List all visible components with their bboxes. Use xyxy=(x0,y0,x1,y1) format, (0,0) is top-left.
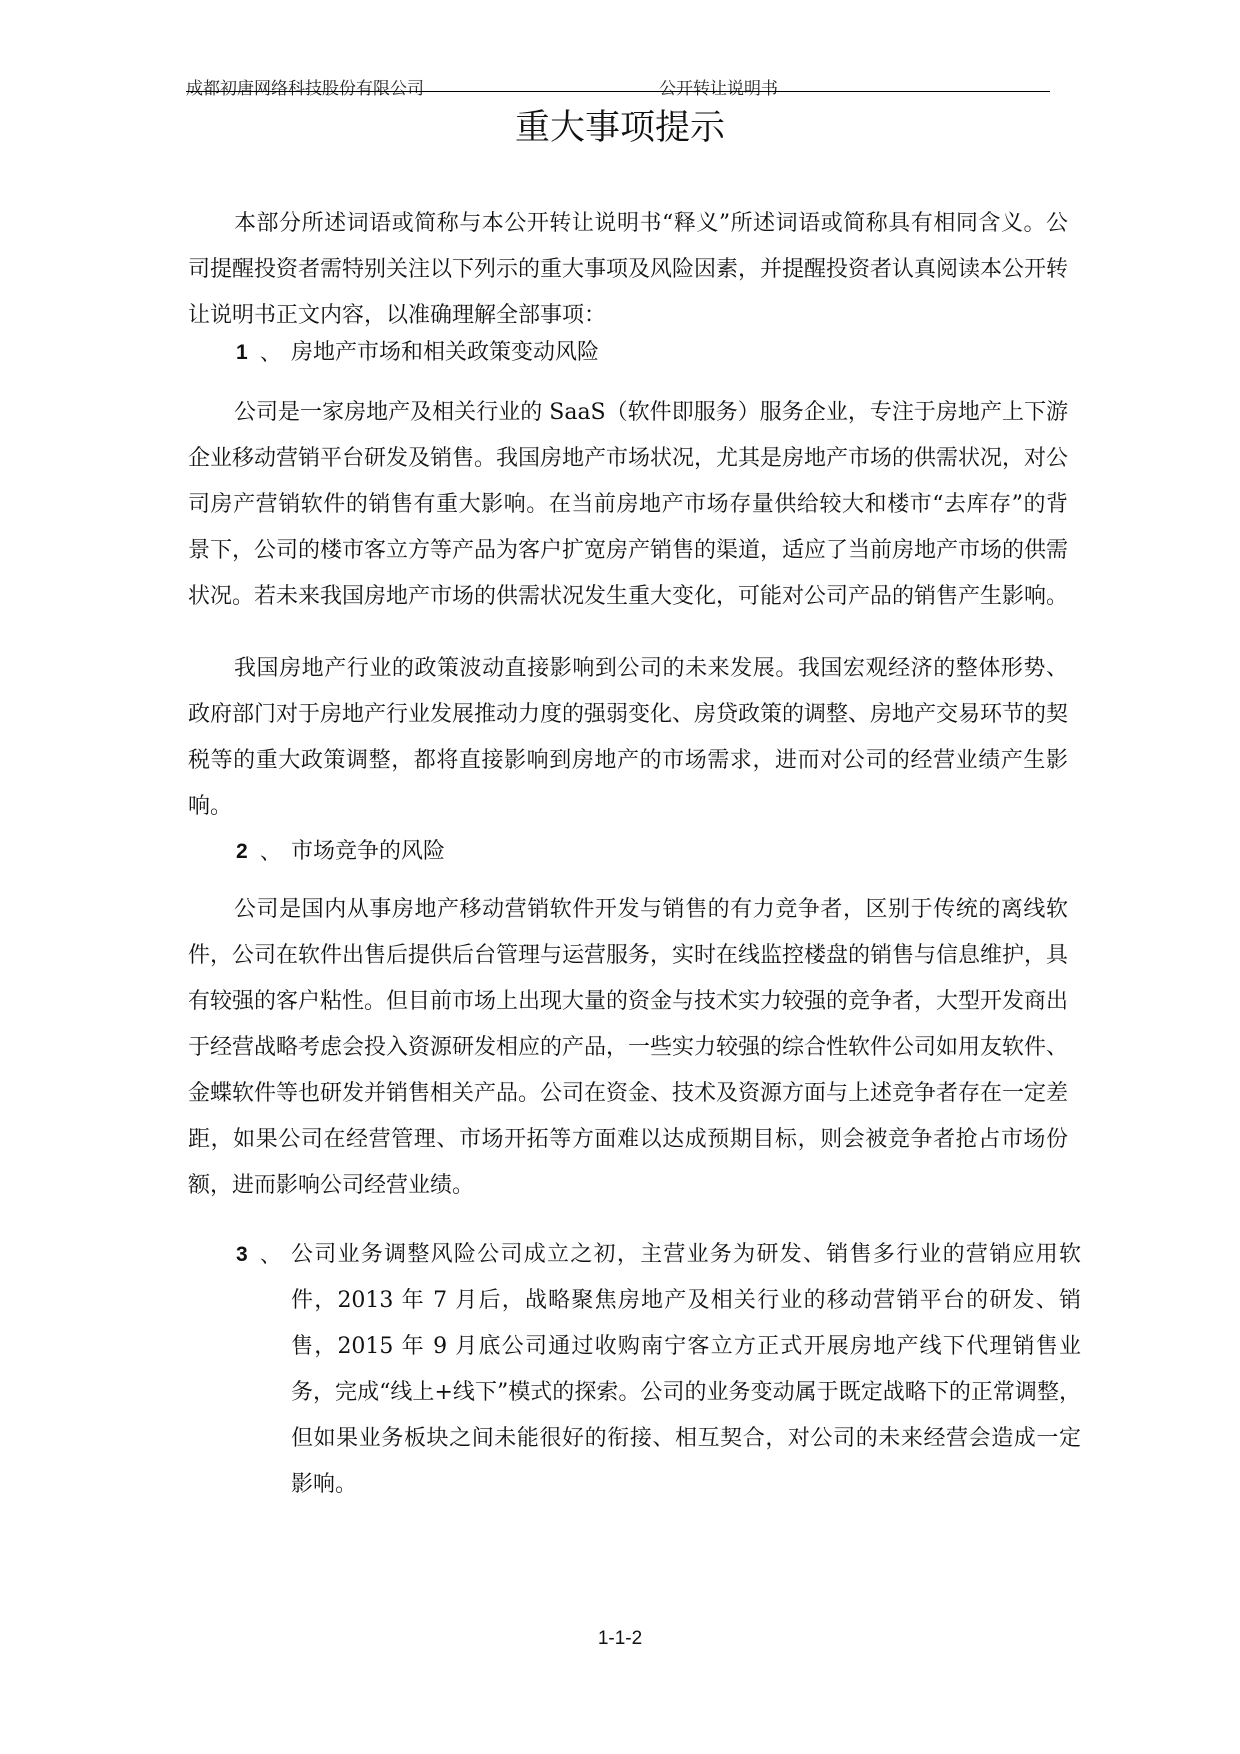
risk-item-1-separator: 、 xyxy=(260,341,281,365)
intro-paragraph: 本部分所述词语或简称与本公开转让说明书“释义”所述词语或简称具有相同含义。公司提醒投资者需特别关注以下列示的重大事项及风险因素，并提醒投资者认真阅读本公开转让说明书正文内容，以准确理解全部事项： xyxy=(188,211,1069,328)
page-title: 重大事项提示 xyxy=(514,108,725,148)
risk-item-3-separator: 、 xyxy=(260,1243,281,1267)
risk-item-2-paragraph-1: 公司是国内从事房地产移动营销软件开发与销售的有力竞争者，区别于传统的离线软件，公司在软件出售后提供后台管理与运营服务，实时在线监控楼盘的销售与信息维护，具有较强的客户粘性。但目前市场上出现大量的资金与技术实力较强的竞争者，大型开发商出于经营战略考虑会投入资源研发相应的产品，一些实力较强的综合性软件公司如用友软件、金蝶软件等也研发并销售相关产品。公司在资金、技术及资源方面与上述竞争者存在一定差距，如果公司在经营管理、市场开拓等方面难以达成预期目标，则会被竞争者抢占市场份额，进而影响公司经营业绩。 xyxy=(188,897,1069,1198)
risk-item-3-marker xyxy=(188,1232,288,1278)
page-header xyxy=(186,74,1050,98)
risk-item-3-number: 3 xyxy=(236,1243,248,1266)
risk-item-1-paragraph-1: 公司是一家房地产及相关行业的 SaaS（软件即服务）服务企业，专注于房地产上下游企业移动营销平台研发及销售。我国房地产市场状况，尤其是房地产市场的供需状况，对公司房产营销软件的销售有重大影响。在当前房地产市场存量供给较大和楼市“去库存”的背景下，公司的楼市客立方等产品为客户扩宽房产销售的渠道，适应了当前房地产市场的供需状况。若未来我国房地产市场的供需状况发生重大变化，可能对公司产品的销售产生影响。 xyxy=(188,400,1069,609)
header-rule xyxy=(186,91,1050,92)
risk-item-2-separator: 、 xyxy=(260,840,281,864)
risk-item-1-number: 1 xyxy=(236,341,248,364)
risk-item-2-title: 市场竞争的风险 xyxy=(291,839,446,864)
risk-item-1-paragraph-2: 我国房地产行业的政策波动直接影响到公司的未来发展。我国宏观经济的整体形势、政府部门对于房地产行业发展推动力度的强弱变化、房贷政策的调整、房地产交易环节的契税等的重大政策调整，都将直接影响到房地产的市场需求，进而对公司的经营业绩产生影响。 xyxy=(188,656,1069,819)
risk-item-2-number: 2 xyxy=(236,840,248,863)
risk-item-1-title: 房地产市场和相关政策变动风险 xyxy=(291,340,600,365)
header-document-type: 公开转让说明书 xyxy=(659,79,778,98)
risk-item-3-text: 公司业务调整风险公司成立之初，主营业务为研发、销售多行业的营销应用软件，2013 年 7 月后，战略聚焦房地产及相关行业的移动营销平台的研发、销售，2015 年 9 月底公司通过收购南宁客立方正式开展房地产线下代理销售业务，完成“线上+线下”模式的探索。公司的业务变动属于既定战略下的正常调整，但如果业务板块之间未能很好的衔接、相互契合，对公司的未来经营会造成一定影响。 xyxy=(291,1242,1081,1497)
header-company-name: 成都初唐网络科技股份有限公司 xyxy=(186,79,424,98)
page-number: 1-1-2 xyxy=(597,1628,643,1649)
